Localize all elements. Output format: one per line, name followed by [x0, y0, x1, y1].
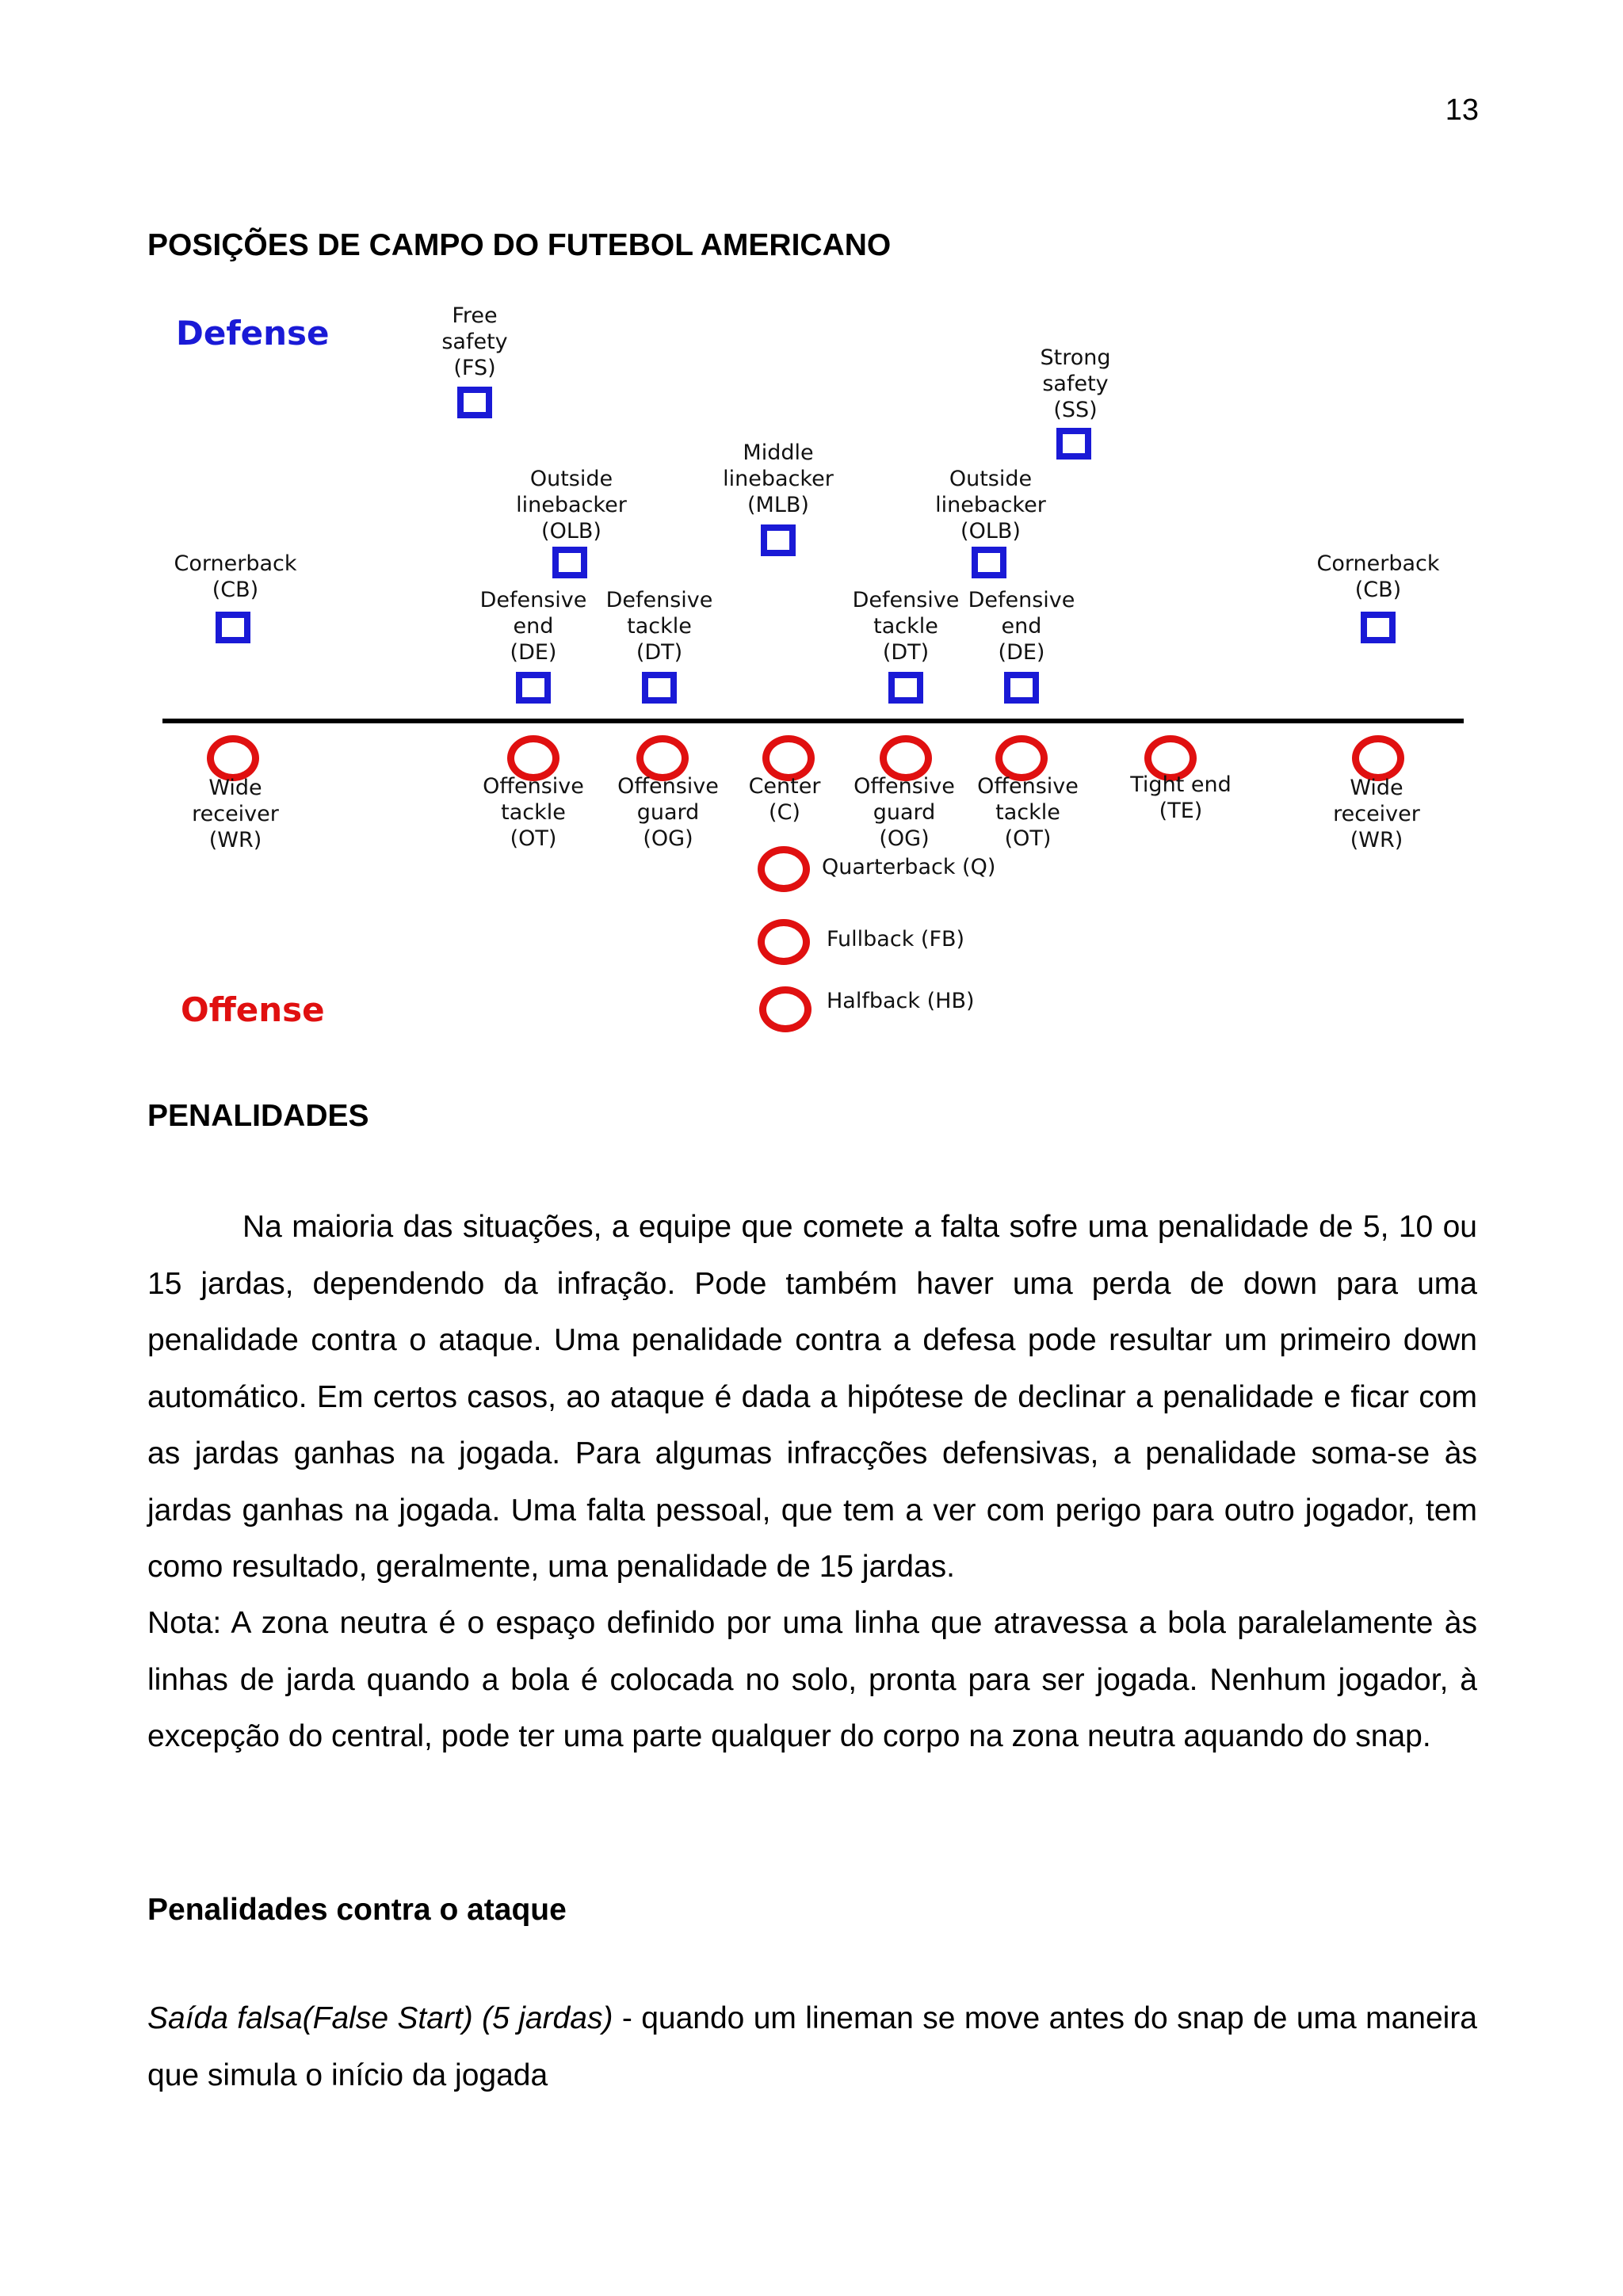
paragraph-false-start — [147, 1990, 1477, 2103]
label-defensive-end-left: Defensive end (DE) — [479, 588, 587, 665]
marker-halfback — [759, 986, 812, 1032]
label-offensive-tackle-left: Offensive tackle (OT) — [483, 774, 584, 851]
label-middle-linebacker: Middle linebacker (MLB) — [723, 441, 834, 517]
marker-defensive-tackle-right — [888, 672, 923, 704]
marker-outside-linebacker-left — [552, 547, 587, 578]
paragraph-note: Nota: A zona neutra é o espaço definido por uma linha que atravessa a bola paralelamente às linhas de jarda quando a bola é colocada no solo, pronta para ser jogada. Nenhum jogador, à excepção do central, pode ter uma parte qualquer do corpo na zona neutra aquando do snap. — [147, 1606, 1477, 1753]
page-title: POSIÇÕES DE CAMPO DO FUTEBOL AMERICANO — [147, 228, 892, 262]
label-defensive-tackle-left: Defensive tackle (DT) — [605, 588, 713, 665]
label-offensive-guard-left: Offensive guard (OG) — [617, 774, 719, 851]
page-number: 13 — [1445, 93, 1479, 127]
paragraph-penalties: Na maioria das situações, a equipe que comete a falta sofre uma penalidade de 5, 10 ou 15 jardas, dependendo da infração. Pode também haver uma perda de down para uma penalidade contra o ataque. Uma penalidade contra a defesa pode resultar um primeiro down automático. Em certos casos, ao ataque é dada a hipótese de declinar a penalidade e ficar com as jardas ganhas na jogada. Para algumas infracções defensivas, a penalidade soma-se às jardas ganhas na jogada. Uma falta pessoal, que tem a ver com perigo para outro jogador, tem como resultado, geralmente, uma penalidade de 15 jardas. — [147, 1210, 1477, 1584]
label-offensive-guard-right: Offensive guard (OG) — [854, 774, 955, 851]
label-strong-safety: Strong safety (SS) — [1040, 345, 1111, 422]
marker-defensive-tackle-left — [642, 672, 677, 704]
label-defensive-tackle-right: Defensive tackle (DT) — [852, 588, 960, 665]
offense-label: Offense — [181, 990, 325, 1029]
label-outside-linebacker-right: Outside linebacker (OLB) — [935, 467, 1046, 543]
label-center: Center (C) — [748, 774, 821, 825]
label-outside-linebacker-left: Outside linebacker (OLB) — [516, 467, 627, 543]
label-wide-receiver-right: Wide receiver (WR) — [1333, 776, 1420, 852]
defense-label: Defense — [176, 314, 330, 353]
false-start-term: Saída falsa(False Start) (5 jardas) — [147, 2001, 613, 2035]
label-tight-end: Tight end (TE) — [1130, 772, 1232, 823]
marker-free-safety — [457, 387, 492, 418]
marker-outside-linebacker-right — [972, 547, 1006, 578]
marker-cornerback-right — [1361, 612, 1396, 643]
label-wide-receiver-left: Wide receiver (WR) — [192, 776, 279, 852]
false-start-description: - quando um lineman se move antes do snap de uma maneira que simula o início da jogada — [147, 2001, 1477, 2092]
marker-cornerback-left — [216, 612, 250, 643]
label-free-safety: Free safety (FS) — [441, 303, 508, 380]
marker-quarterback — [758, 846, 810, 892]
label-halfback: Halfback (HB) — [827, 989, 975, 1013]
label-defensive-end-right: Defensive end (DE) — [968, 588, 1075, 665]
label-quarterback: Quarterback (Q) — [822, 855, 996, 879]
section-heading-penalties: PENALIDADES — [147, 1099, 369, 1133]
label-fullback: Fullback (FB) — [827, 927, 965, 952]
subheading-offense-penalties: Penalidades contra o ataque — [147, 1893, 567, 1927]
marker-defensive-end-left — [516, 672, 551, 704]
marker-defensive-end-right — [1004, 672, 1039, 704]
line-of-scrimmage — [162, 719, 1464, 723]
marker-strong-safety — [1056, 428, 1091, 460]
label-offensive-tackle-right: Offensive tackle (OT) — [977, 774, 1079, 851]
marker-middle-linebacker — [761, 524, 796, 556]
label-cornerback-left: Cornerback (CB) — [174, 551, 297, 602]
positions-diagram — [0, 285, 1623, 1062]
marker-fullback — [758, 919, 810, 965]
label-cornerback-right: Cornerback (CB) — [1316, 551, 1440, 602]
